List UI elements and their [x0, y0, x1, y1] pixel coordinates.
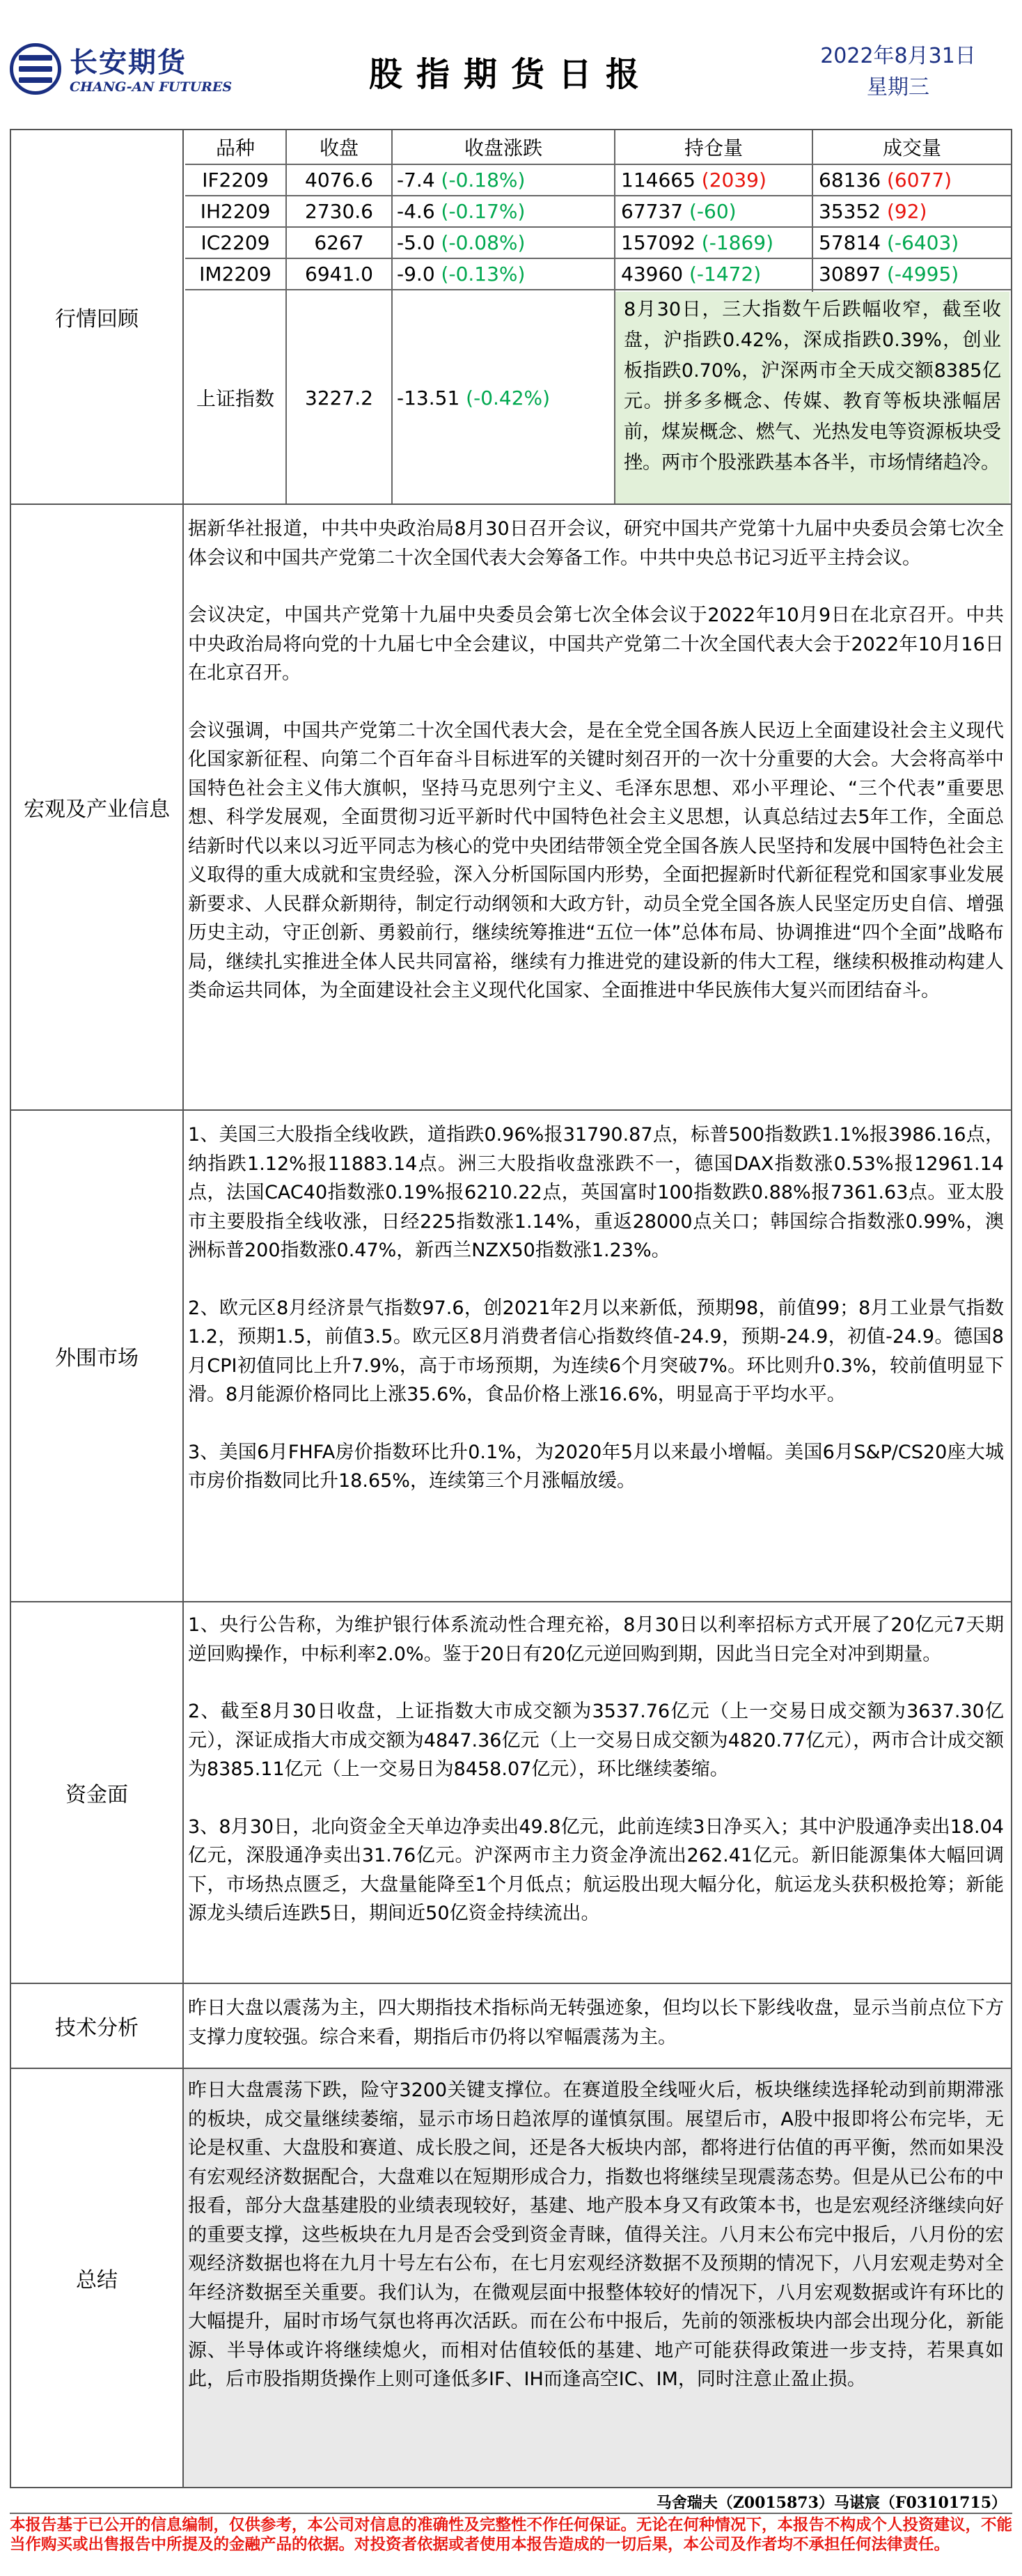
change-pct: (-0.17%) — [441, 200, 526, 223]
contract-name — [185, 196, 285, 226]
close-price-text: 2730.6 — [305, 200, 373, 223]
section-text-macro — [188, 515, 1004, 1006]
volume-change: (6077) — [886, 169, 952, 192]
change-points: -7.4 — [397, 169, 435, 192]
close-price-text: 6941.0 — [305, 263, 373, 286]
market-row-ih2209 — [185, 196, 1011, 228]
technical-paragraph: 昨日大盘以震荡为主，四大期指技术指标尚无转强迹象，但均以长下影线收盘，显示当前点位下方支撑力度较强。综合来看，期指后市仍将以窄幅震荡为主。 — [188, 1997, 1004, 2048]
section-text-summary — [188, 2076, 1004, 2394]
open-interest — [621, 228, 813, 258]
open-interest-value: 67737 — [621, 200, 684, 223]
section-label-market: 行情回顾 — [55, 307, 139, 331]
close-price-text: 4076.6 — [305, 169, 373, 192]
change-pct: (-0.13%) — [441, 263, 526, 286]
section-text-overseas — [188, 1121, 1004, 1496]
sh-index-name: 上证指数 — [196, 387, 274, 410]
change-pct: (-0.18%) — [441, 169, 526, 192]
funds-paragraph: 3、8月30日，北向资金全天单边净卖出49.8亿元，此前连续3日净买入；其中沪股通净卖出18.04亿元，深股通净卖出31.76亿元。沪深两市主力资金净流出262.41亿元。新旧能源集体大幅回调下，市场热点匮乏，大盘量能降至1个月低点；航运股出现大幅分化，航运龙头获积极抢筹；新能源龙头绩后连跌5日，期间近50亿资金持续流出。 — [188, 1816, 1004, 1924]
logo-english-name: CHANG-AN FUTURES — [70, 79, 233, 95]
market-grid-line — [812, 130, 813, 292]
contract-name — [185, 228, 285, 258]
contract-name-text: IH2209 — [200, 200, 271, 223]
contract-name-text: IF2209 — [202, 169, 269, 192]
market-row-if2209 — [185, 165, 1011, 196]
volume-change: (92) — [886, 200, 927, 223]
volume — [819, 196, 1011, 226]
change-points: -4.6 — [397, 200, 435, 223]
section-label-overseas: 外围市场 — [55, 1346, 139, 1371]
contract-name-text: IM2209 — [199, 263, 272, 286]
report-authors: 马舍瑞夫（Z0015873）马谌宸（F03101715） — [656, 2494, 1007, 2512]
market-grid-line — [391, 130, 393, 504]
contract-name-text: IC2209 — [201, 231, 270, 254]
report-header — [0, 0, 1022, 129]
report-title: 股指期货日报 — [368, 55, 653, 94]
market-row-ic2209 — [185, 228, 1011, 259]
overseas-paragraph: 3、美国6月FHFA房价指数环比升0.1%，为2020年5月以来最小增幅。美国6月S&P/CS20座大城市房价指数同比升18.65%，连续第三个月涨幅放缓。 — [188, 1441, 1004, 1492]
open-interest-change: (2039) — [701, 169, 766, 192]
open-interest — [621, 165, 813, 195]
open-interest-value: 157092 — [621, 231, 695, 254]
volume-value: 57814 — [819, 231, 881, 254]
volume — [819, 259, 1011, 289]
funds-paragraph: 1、央行公告称，为维护银行体系流动性合理充裕，8月30日以利率招标方式开展了20亿元7天期逆回购操作，中标利率2.0%。鉴于20日有20亿元逆回购到期，因此当日完全对冲到期量。 — [188, 1614, 1004, 1665]
close-price-text: 6267 — [314, 231, 364, 254]
logo-chinese-name: 长安期货 — [70, 47, 187, 79]
macro-paragraph: 据新华社报道，中共中央政治局8月30日召开会议，研究中国共产党第十九届中央委员会第七次全体会议和中国共产党第二十次全国代表大会筹备工作。中共中央总书记习近平主持会议。 — [188, 518, 1004, 569]
open-interest-value: 114665 — [621, 169, 695, 192]
market-grid-line — [614, 130, 615, 504]
change-points: -5.0 — [397, 231, 435, 254]
sh-index-change-points: -13.51 — [397, 386, 460, 409]
close-change — [397, 259, 613, 289]
open-interest-value: 43960 — [621, 263, 684, 286]
report-date: 2022年8月31日 — [820, 44, 976, 68]
volume-value: 35352 — [819, 200, 881, 223]
report-body-table — [10, 129, 1012, 2488]
section-label-funds: 资金面 — [65, 1783, 128, 1807]
section-label-technical: 技术分析 — [55, 2016, 139, 2040]
open-interest-change: (-1472) — [689, 263, 762, 286]
sh-index-close: 3227.2 — [305, 386, 373, 409]
col-header-change: 收盘涨跌 — [464, 136, 542, 159]
close-change — [397, 228, 613, 258]
section-label-macro: 宏观及产业信息 — [24, 797, 170, 822]
col-header-open-interest: 持仓量 — [684, 136, 743, 159]
change-pct: (-0.08%) — [441, 231, 526, 254]
volume-value: 30897 — [819, 263, 881, 286]
volume — [819, 165, 1011, 195]
volume-value: 68136 — [819, 169, 881, 192]
col-header-volume: 成交量 — [882, 136, 941, 159]
footer-divider — [10, 2513, 1012, 2514]
sh-index-change-pct: (-0.42%) — [466, 386, 551, 409]
volume-change: (-4995) — [886, 263, 959, 286]
funds-paragraph: 2、截至8月30日收盘，上证指数大市成交额为3537.76亿元（上一交易日成交额为3637.30亿元），深证成指大市成交额为4847.36亿元（上一交易日成交额为4820.77亿元），两市合计成交额为8385.11亿元（上一交易日为8458.07亿元），环比继续萎缩。 — [188, 1701, 1004, 1780]
market-row-im2209 — [185, 259, 1011, 290]
summary-paragraph: 昨日大盘震荡下跌，险守3200关键支撑位。在赛道股全线哑火后，板块继续选择轮动到前期滞涨的板块，成交量继续萎缩，显示市场日趋浓厚的谨慎氛围。展望后市，A股中报即将公布完毕，无论是权重、大盘股和赛道、成长股之间，还是各大板块内部，都将进行估值的再平衡，然而如果没有宏观经济数据配合，大盘难以在短期形成合力，指数也将继续呈现震荡态势。但是从已公布的中报看，部分大盘基建股的业绩表现较好，基建、地产股本身又有政策本书，也是宏观经济继续向好的重要支撑，这些板块在九月是否会受到资金青睐，值得关注。八月末公布完中报后，八月份的宏观经济数据也将在九月十号左右公布，在七月宏观经济数据不及预期的情况下，八月宏观走势对全年经济数据至关重要。我们认为，在微观层面中报整体较好的情况下，八月宏观数据或许有环比的大幅提升，届时市场气氛也将再次活跃。而在公布中报后，先前的领涨板块内部会出现分化，新能源、半导体或许将继续熄火，而相对估值较低的基建、地产可能获得政策进一步支持，若果真如此，后市股指期货操作上则可逢低多IF、IH而逢高空IC、IM，同时注意止盈止损。 — [188, 2079, 1004, 2390]
market-table-header — [185, 130, 1011, 165]
close-price — [287, 196, 391, 226]
col-header-close: 收盘 — [319, 136, 359, 159]
macro-paragraph: 会议强调，中国共产党第二十次全国代表大会，是在全党全国各族人民迈上全面建设社会主义现代化国家新征程、向第二个百年奋斗目标进军的关键时刻召开的一次十分重要的大会。大会将高举中国特色社会主义伟大旗帜，坚持马克思列宁主义、毛泽东思想、邓小平理论、“三个代表”重要思想、科学发展观，全面贯彻习近平新时代中国特色社会主义思想，认真总结过去5年工作，全面总结新时代以来以习近平同志为核心的党中央团结带领全党全国各族人民坚持和发展中国特色社会主义取得的重大成就和宝贵经验，深入分析国际国内形势，全面把握新时代新征程党和国家事业发展新要求、人民群众新期待，制定行动纲领和大政方针，动员全党全国各族人民坚定历史自信、增强历史主动，守正创新、勇毅前行，继续统筹推进“五位一体”总体布局、协调推进“四个全面”战略布局，继续扎实推进全体人民共同富裕，继续有力推进党的建设新的伟大工程，继续积极推动构建人类命运共同体，为全面建设社会主义现代化国家、全面推进中华民族伟大复兴而团结奋斗。 — [188, 719, 1004, 1001]
section-text-funds — [188, 1611, 1004, 1928]
overseas-paragraph: 2、欧元区8月经济景气指数97.6，创2021年2月以来新低，预期98，前值99；8月工业景气指数1.2，预期1.5，前值3.5。欧元区8月消费者信心指数终值-24.9，预期-24.9，初值-24.9。德国8月CPI初值同比上升7.9%，高于市场预期，为连续6个月突破7%。环比则升0.3%，较前值明显下滑。8月能源价格同比上涨35.6%，食品价格上涨16.6%，明显高于平均水平。 — [188, 1297, 1004, 1405]
close-price — [287, 228, 391, 258]
sh-index-change — [397, 292, 613, 504]
volume-change: (-6403) — [886, 231, 959, 254]
sh-index-commentary: 8月30日，三大指数午后跌幅收窄，截至收盘，沪指跌0.42%，深成指跌0.39%，创业板指跌0.70%，沪深两市全天成交额8385亿元。拼多多概念、传媒、教育等板块涨幅居前，煤炭概念、燃气、光热发电等资源板块受挫。两市个股涨跌基本各半，市场情绪趋冷。 — [615, 292, 1009, 504]
contract-name — [185, 259, 285, 289]
close-price — [287, 259, 391, 289]
col-header-contract: 品种 — [215, 136, 255, 159]
open-interest — [621, 259, 813, 289]
report-weekday: 星期三 — [867, 75, 929, 100]
disclaimer-text: 本报告基于已公开的信息编制，仅供参考，本公司对信息的准确性及完整性不作任何保证。无论在何种情况下，本报告不构成个人投资建议，不能当作购买或出售报告中所提及的金融产品的依据。对投资者依据或者使用本报告造成的一切后果，本公司及作者均不承担任何法律责任。 — [10, 2516, 1013, 2554]
open-interest-change: (-1869) — [701, 231, 774, 254]
macro-paragraph: 会议决定，中国共产党第十九届中央委员会第七次全体会议于2022年10月9日在北京召开。中共中央政治局将向党的十九届七中全会建议，中国共产党第二十次全国代表大会于2022年10月16日在北京召开。 — [188, 604, 1004, 684]
overseas-paragraph: 1、美国三大股指全线收跌，道指跌0.96%报31790.87点，标普500指数跌1.1%报3986.16点，纳指跌1.12%报11883.14点。洲三大股指收盘涨跌不一，德国DAX指数涨0.53%报12961.14点，法国CAC40指数涨0.19%报6210.22点，英国富时100指数跌0.88%报7361.63点。亚太股市主要股指全线收涨，日经225指数涨1.14%，重返28000点关口；韩国综合指数涨0.99%，澳洲标普200指数涨0.47%，新西兰NZX50指数涨1.23%。 — [188, 1124, 1004, 1261]
close-change — [397, 196, 613, 226]
market-grid-line — [285, 130, 287, 504]
volume — [819, 228, 1011, 258]
close-change — [397, 165, 613, 195]
open-interest-change: (-60) — [689, 200, 737, 223]
contract-name — [185, 165, 285, 195]
change-points: -9.0 — [397, 263, 435, 286]
section-label-summary: 总结 — [76, 2268, 118, 2293]
section-text-technical — [188, 1994, 1004, 2052]
close-price — [287, 165, 391, 195]
open-interest — [621, 196, 813, 226]
